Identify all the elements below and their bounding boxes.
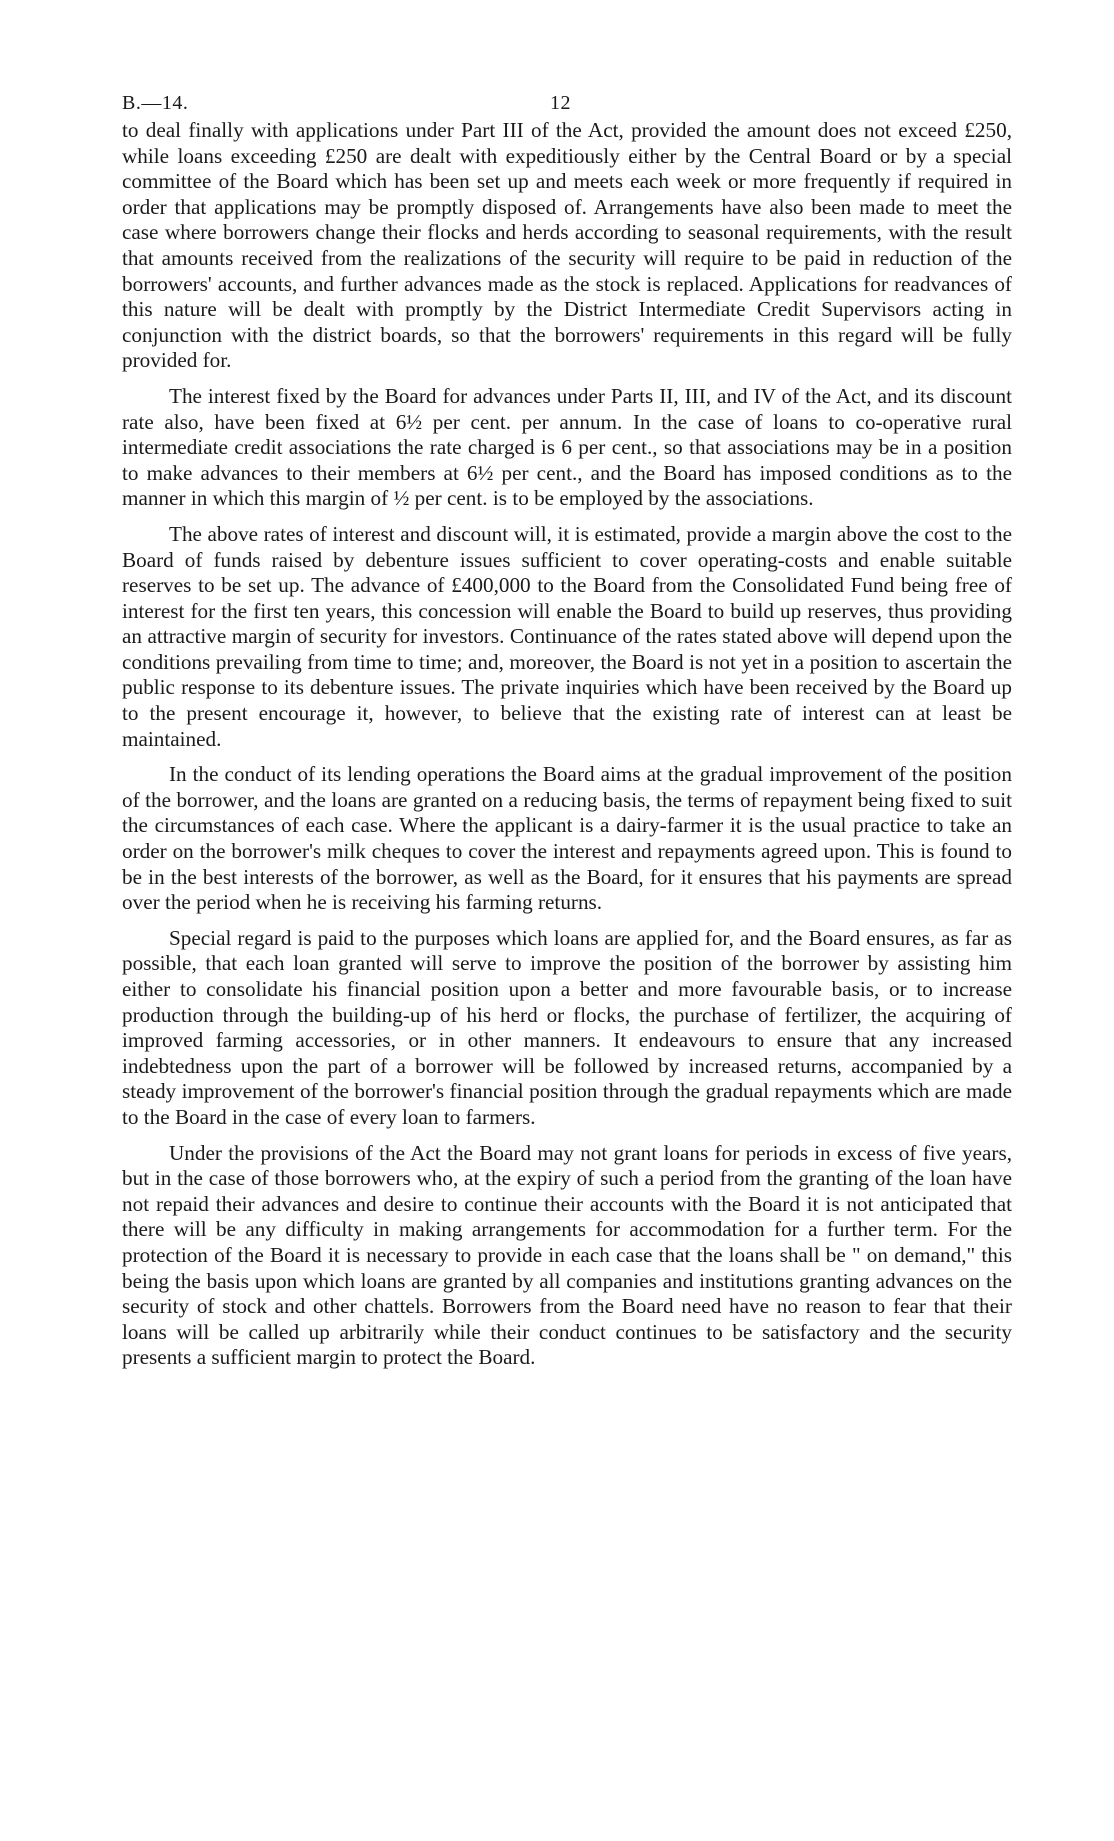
document-page — [122, 84, 1012, 1371]
paragraph-loan-periods: Under the provisions of the Act the Board may not grant loans for periods in excess of five years, but in the case of those borrowers who, at the expiry of such a period from the granting of the loan have not repaid their advances and desire to continue their accounts with the Board it is not anticipated that there will be any difficulty in making arrangements for accommodation for a further term. For the protection of the Board it is necessary to provide in each case that the loans shall be " on demand," this being the basis upon which loans are granted by all companies and institutions granting advances on the security of stock and other chattels. Borrowers from the Board need have no reason to fear that their loans will be called up arbitrarily while their conduct continues to be satisfactory and the security presents a sufficient margin to protect the Board. — [122, 1140, 1012, 1370]
body-text — [122, 118, 1012, 1371]
page-number: 12 — [550, 92, 571, 114]
paragraph-reserves: The above rates of interest and discount will, it is estimated, provide a margin above the cost to the Board of funds raised by debenture issues sufficient to cover operating-costs and enable suitable reserves to be set up. The advance of £400,000 to the Board from the Consolidated Fund being free of interest for the first ten years, this concession will enable the Board to build up reserves, thus providing an attractive margin of security for investors. Continuance of the rates stated above will depend upon the conditions prevailing from time to time; and, moreover, the Board is not yet in a position to ascertain the public response to its debenture issues. The private inquiries which have been received by the Board up to the present encourage it, however, to believe that the existing rate of interest can at least be maintained. — [122, 521, 1012, 751]
paragraph-loan-purposes: Special regard is paid to the purposes which loans are applied for, and the Board ensures, as far as possible, that each loan granted will serve to improve the position of the borrower by assisting him either to consolidate his financial position upon a better and more favourable basis, or to increase production through the building-up of his herd or flocks, the purchase of fertilizer, the acquiring of improved farming accessories, or in other manners. It endeavours to ensure that any increased indebtedness upon the part of a borrower will be followed by increased returns, accompanied by a steady improvement of the borrower's financial position through the gradual repayments which are made to the Board in the case of every loan to farmers. — [122, 925, 1012, 1129]
paragraph-continuation: to deal finally with applications under Part III of the Act, provided the amount does not exceed £250, while loans exceeding £250 are dealt with expeditiously either by the Central Board or by a special committee of the Board which has been set up and meets each week or more frequently if required in order that applications may be promptly disposed of. Arrangements have also been made to meet the case where borrowers change their flocks and herds according to seasonal requirements, with the result that amounts received from the realizations of the security will require to be paid in reduction of the borrowers' accounts, and further advances made as the stock is replaced. Applications for readvances of this nature will be dealt with promptly by the District Intermediate Credit Supervisors acting in conjunction with the district boards, so that the borrowers' requirements in this regard will be fully provided for. — [122, 118, 1012, 373]
paragraph-lending-operations: In the conduct of its lending operations the Board aims at the gradual improvement of the position of the borrower, and the loans are granted on a reducing basis, the terms of repayment being fixed to suit the circumstances of each case. Where the applicant is a dairy-farmer it is the usual practice to take an order on the borrower's milk cheques to cover the interest and repayments agreed upon. This is found to be in the best interests of the borrower, as well as the Board, for it ensures that his payments are spread over the period when he is receiving his farming returns. — [122, 762, 1012, 915]
paragraph-interest-rates: The interest fixed by the Board for advances under Parts II, III, and IV of the Act, and its discount rate also, have been fixed at 6½ per cent. per annum. In the case of loans to co-operative rural intermediate credit associations the rate charged is 6 per cent., so that associations may be in a position to make advances to their members at 6½ per cent., and the Board has imposed conditions as to the manner in which this margin of ½ per cent. is to be employed by the associations. — [122, 383, 1012, 511]
document-reference: B.—14. — [122, 92, 189, 114]
page-header — [122, 84, 1012, 118]
